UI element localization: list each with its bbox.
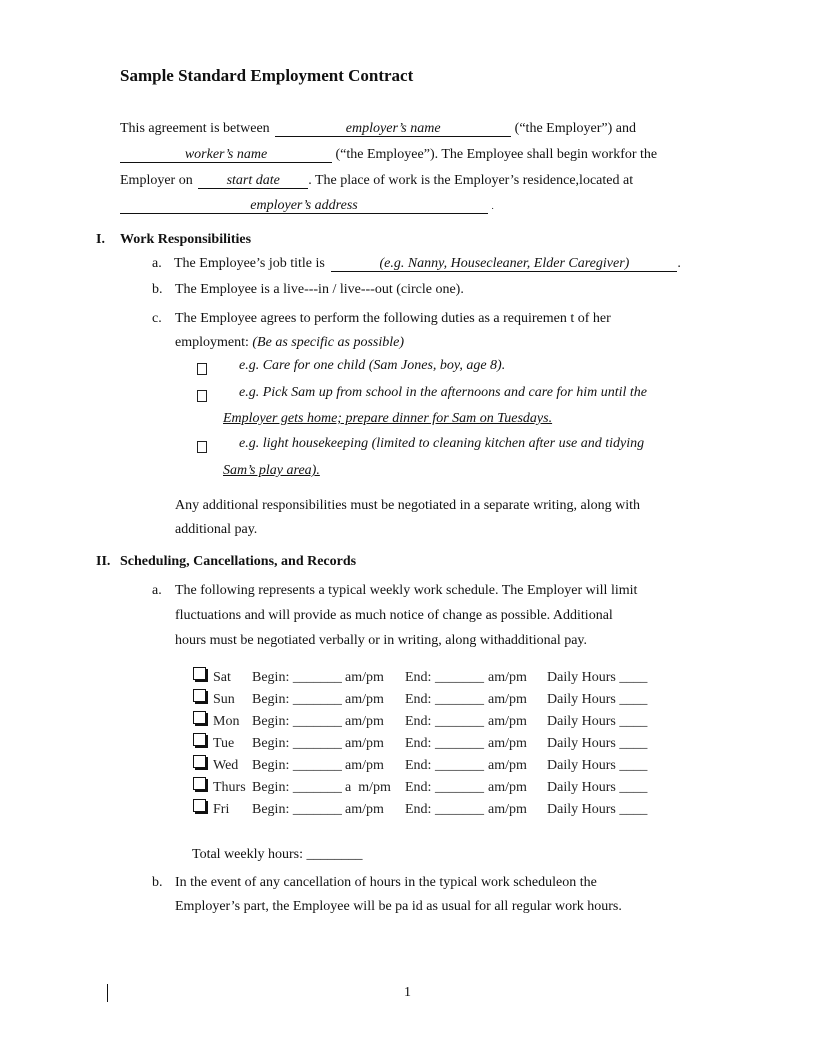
start-date-field[interactable]: start date: [198, 173, 308, 189]
end-field[interactable]: End: _______: [405, 736, 484, 751]
employer-name-field[interactable]: employer’s name: [275, 121, 511, 137]
item-2a-marker: a.: [152, 583, 162, 598]
item-1a-marker: a.: [152, 256, 162, 271]
item-2a-line-3: hours must be negotiated verbally or in writing, along withadditional pay.: [175, 633, 588, 648]
begin-ampm: am/pm: [345, 670, 384, 685]
employer-address-field[interactable]: employer’s address: [120, 198, 488, 214]
end-field[interactable]: End: _______: [405, 780, 484, 795]
daily-hours-field[interactable]: Daily Hours ____: [547, 802, 648, 817]
daily-hours-field[interactable]: Daily Hours ____: [547, 780, 648, 795]
day-label: Thurs: [213, 780, 246, 795]
section-1-number: I.: [96, 232, 105, 247]
begin-field[interactable]: Begin: _______: [252, 758, 342, 773]
daily-hours-field[interactable]: Daily Hours ____: [547, 736, 648, 751]
end-field[interactable]: End: _______: [405, 802, 484, 817]
begin-field[interactable]: Begin: _______: [252, 802, 342, 817]
job-title-field[interactable]: (e.g. Nanny, Housecleaner, Elder Caregiver): [331, 256, 677, 272]
end-ampm: am/pm: [488, 736, 527, 751]
end-ampm: am/pm: [488, 780, 527, 795]
end-ampm: am/pm: [488, 758, 527, 773]
daily-hours-field[interactable]: Daily Hours ____: [547, 670, 648, 685]
end-field[interactable]: End: _______: [405, 692, 484, 707]
duty-bullet-icon: [197, 361, 207, 379]
intro-line-2: [120, 147, 657, 163]
duty-bullet-icon: [197, 388, 207, 406]
begin-ampm: am/pm: [345, 736, 384, 751]
item-1b-marker: b.: [152, 282, 163, 297]
intro-text: (“the Employee”). The Employee shall begin workfor the: [335, 147, 658, 162]
end-ampm: am/pm: [488, 714, 527, 729]
document-title: Sample Standard Employment Contract: [120, 66, 414, 85]
duty-3-text: e.g. light housekeeping (limited to cleaning kitchen after use and tidying: [239, 436, 645, 451]
item-1b-text: The Employee is a live---in / live---out (circle one).: [175, 282, 464, 297]
begin-field[interactable]: Begin: _______: [252, 714, 342, 729]
daily-hours-field[interactable]: Daily Hours ____: [547, 714, 648, 729]
duty-2-text: e.g. Pick Sam up from school in the afternoons and care for him until the: [239, 385, 648, 400]
intro-text: . The place of work is the Employer’s residence,located at: [308, 173, 634, 188]
additional-resp-line-2: additional pay.: [175, 522, 258, 537]
intro-text: This agreement is between: [120, 121, 270, 136]
worker-name-field[interactable]: worker’s name: [120, 147, 332, 163]
intro-text: Employer on: [120, 173, 193, 188]
item-1c-text: The Employee agrees to perform the following duties as a requiremen t of her: [175, 311, 611, 326]
item-2b-line-1: In the event of any cancellation of hours in the typical work scheduleon the: [175, 875, 597, 890]
item-2b-line-2: Employer’s part, the Employee will be pa id as usual for all regular work hours.: [175, 899, 622, 914]
daily-hours-field[interactable]: Daily Hours ____: [547, 692, 648, 707]
duty-1-text: e.g. Care for one child (Sam Jones, boy, age 8).: [239, 358, 506, 373]
section-2-number: II.: [96, 554, 111, 569]
day-label: Tue: [213, 736, 235, 751]
end-ampm: am/pm: [488, 670, 527, 685]
item-2a-line-2: fluctuations and will provide as much notice of change as possible. Additional: [175, 608, 613, 623]
item-2a-line-1: The following represents a typical weekly work schedule. The Employer will limit: [175, 583, 638, 598]
end-field[interactable]: End: _______: [405, 714, 484, 729]
section-2-heading: Scheduling, Cancellations, and Records: [120, 554, 357, 569]
end-ampm: am/pm: [488, 692, 527, 707]
day-label: Fri: [213, 802, 230, 817]
end-field[interactable]: End: _______: [405, 758, 484, 773]
begin-field[interactable]: Begin: _______: [252, 670, 342, 685]
total-weekly-hours[interactable]: Total weekly hours: ________: [192, 847, 363, 862]
begin-field[interactable]: Begin: _______: [252, 692, 342, 707]
item-1c-marker: c.: [152, 311, 162, 326]
day-label: Wed: [213, 758, 239, 773]
intro-text: (“the Employer”) and: [514, 121, 636, 136]
day-label: Mon: [213, 714, 240, 729]
intro-period: .: [491, 201, 494, 211]
intro-line-1: [120, 121, 636, 137]
item-1c-line-2: [175, 335, 404, 351]
end-field[interactable]: End: _______: [405, 670, 484, 685]
specific-hint: (Be as specific as possible): [252, 335, 405, 350]
day-label: Sat: [213, 670, 231, 685]
page-number: 1: [404, 985, 411, 1000]
begin-ampm: am/pm: [345, 802, 384, 817]
item-2b-marker: b.: [152, 875, 163, 890]
intro-line-3: [120, 173, 633, 189]
day-label: Sun: [213, 692, 235, 707]
begin-ampm: a m/pm: [345, 780, 391, 795]
employment-label: employment:: [175, 335, 249, 350]
section-1-heading: Work Responsibilities: [120, 232, 252, 247]
item-1a: [174, 256, 681, 272]
duty-bullet-icon: [197, 439, 207, 457]
additional-resp-line-1: Any additional responsibilities must be negotiated in a separate writing, along with: [175, 498, 641, 513]
begin-field[interactable]: Begin: _______: [252, 780, 342, 795]
text-cursor: [107, 984, 108, 1002]
job-title-text: The Employee’s job title is: [174, 256, 325, 271]
duty-3-text-cont: Sam’s play area).: [223, 463, 320, 478]
begin-ampm: am/pm: [345, 714, 384, 729]
duty-2-text-cont: Employer gets home; prepare dinner for Sam on Tuesdays.: [223, 411, 553, 426]
begin-ampm: am/pm: [345, 758, 384, 773]
item-1a-end: .: [677, 256, 681, 271]
end-ampm: am/pm: [488, 802, 527, 817]
begin-field[interactable]: Begin: _______: [252, 736, 342, 751]
daily-hours-field[interactable]: Daily Hours ____: [547, 758, 648, 773]
begin-ampm: am/pm: [345, 692, 384, 707]
intro-line-4: [120, 198, 494, 214]
